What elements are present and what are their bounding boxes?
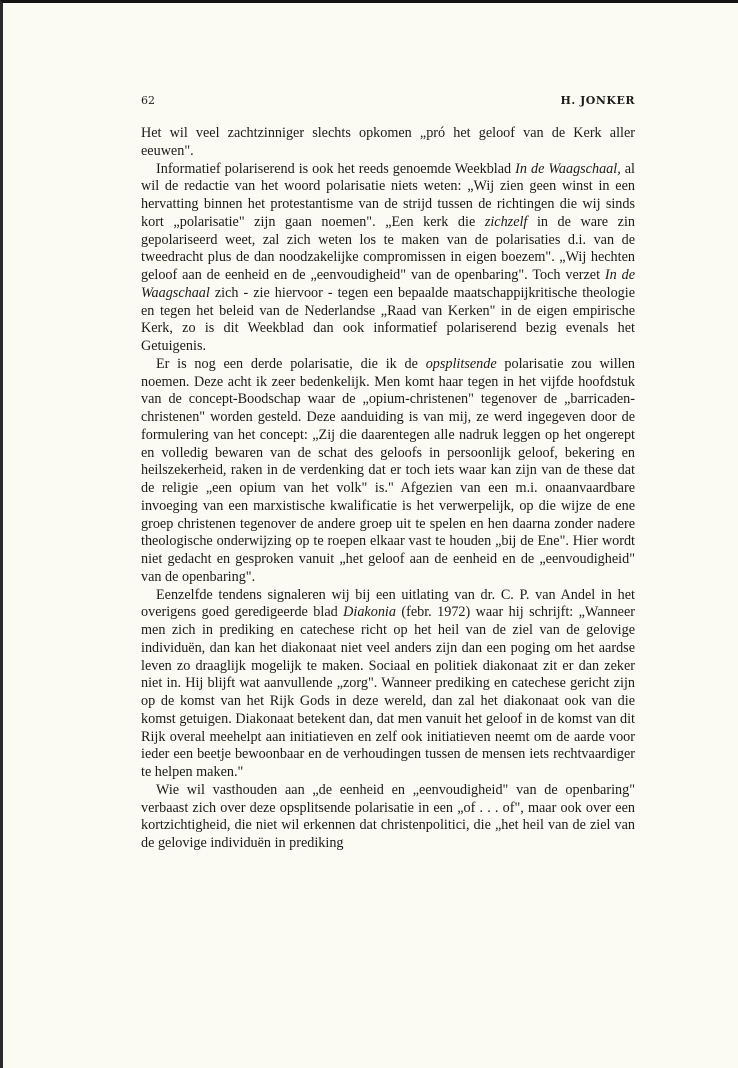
paragraph-4-text-b: (febr. 1972) waar hij schrijft: „Wanneer men zich in prediking en catechese richt op het heil van de ziel van de gelovige individuën, dan kan het diakonaat niet veel anders zijn dan een poging om het aardse leven zo draaglijk mogelijk te maken. Sociaal en politiek diakonaat zit er dan zeker niet in. Hij blijft wat aanvullende „zorg". Wanneer prediking en catechese gericht zijn op de komst van het Rijk Gods in deze wereld, dan zal het diakonaat ook van die komst getuigen. Diakonaat betekent dan, dat men vanuit het geloof in de komst van dit Rijk overal meehelpt aan initiatieven en zelf ook initiatieven neemt om de aarde voor ieder een beetje bewoonbaar en de verhoudingen tussen de mensen iets rechtvaardiger te helpen maken."	[141, 604, 635, 780]
paragraph-2-text-c: in de ware zin gepolariseerd weet, zal zich weten los te maken van de polarisaties d.i. van de tweedracht plus de dan noodzakelijke compromissen in eigen boezem". „Wij hechten geloof aan de eenheid en de „eenvoudigheid" van de openbaring". Toch verzet	[141, 213, 635, 283]
italic-title-diakonia: Diakonia	[343, 604, 396, 621]
paragraph-3	[141, 356, 635, 587]
paragraph-2-text-a: Informatief polariserend is ook het reeds genoemde Weekblad	[156, 160, 516, 177]
paragraph-5-text: Wie wil vasthouden aan „de eenheid en „eenvoudigheid" van de openbaring" verbaast zich over deze opsplitsende polarisatie in een „of . . . of", maar ook over een kortzichtigheid, die niet wil erkennen dat christenpolitici, die „het heil van de ziel van de gelovige individuën in prediking	[141, 781, 635, 851]
page-header	[141, 94, 635, 110]
paragraph-2	[141, 161, 635, 356]
italic-title-in-de-waagschaal: In de Waagschaal,	[515, 160, 621, 177]
page-number: 62	[141, 94, 155, 107]
paragraph-3-text-a: Er is nog een derde polarisatie, die ik de	[156, 355, 426, 372]
italic-word-zichzelf: zichzelf	[484, 213, 528, 230]
body-text	[141, 125, 635, 853]
paragraph-5	[141, 782, 635, 853]
paragraph-2-text-b: al wil de redactie van het woord polarisatie niets weten: „Wij zien geen winst in een hervatting binnen het protestantisme van de strijd tussen de richtingen die wij sinds kort „polarisatie" zijn gaan noemen". „Een kerk die	[141, 160, 635, 230]
italic-title-in-de-waagschaal-2: In de Waagschaal	[141, 267, 635, 301]
paragraph-4-text-a: Eenzelfde tendens signaleren wij bij een uitlating van dr. C. P. van Andel in het overigens goed geredigeerde blad	[141, 586, 635, 621]
running-head-author: H. JONKER	[560, 94, 635, 107]
paragraph-1-text: Het wil veel zachtzinniger slechts opkomen „pró het geloof van de Kerk aller eeuwen".	[141, 125, 635, 159]
italic-word-opsplitsende: opsplitsende	[425, 355, 497, 372]
paragraph-4	[141, 587, 635, 782]
paragraph-1	[141, 125, 635, 161]
paragraph-3-text-b: polarisatie zou willen noemen. Deze acht ik zeer bedenkelijk. Men komt haar tegen in het vijfde hoofdstuk van de concept-Boodschap waar de „opium-christenen" tegenover de „barricaden-christenen" worden gesteld. Deze aanduiding is van mij, ze werd ingegeven door de formulering van het concept: „Zij die daarentegen alle nadruk leggen op het ongerept en volledig bewaren van de schat des geloofs in persoonlijk geloof, bekering en heilszekerheid, raken in de verdenking dat er toch iets waar kan zijn van de these dat de religie „een opium van het volk" is." Afgezien van een m.i. onaanvaardbare invoeging van een marxistische kwalificatie is het verwerpelijk, op die wijze de ene groep christenen tegenover de andere groep uit te spelen en hen daarna zonder nadere theologische onderwijzing op te roepen elkaar vast te houden „bij de Ene". Hier wordt niet gedacht en gesproken vanuit „het geloof aan de eenheid en de „eenvoudigheid" van de openbaring".	[141, 355, 635, 585]
paragraph-2-text-d: zich - zie hiervoor - tegen een bepaalde maatschappijkritische theologie en tegen het beleid van de Nederlandse „Raad van Kerken" in de eigen empirische Kerk, zo is dit Weekblad dan ook informatief polariserend bezig evenals het Getuigenis.	[141, 284, 635, 354]
